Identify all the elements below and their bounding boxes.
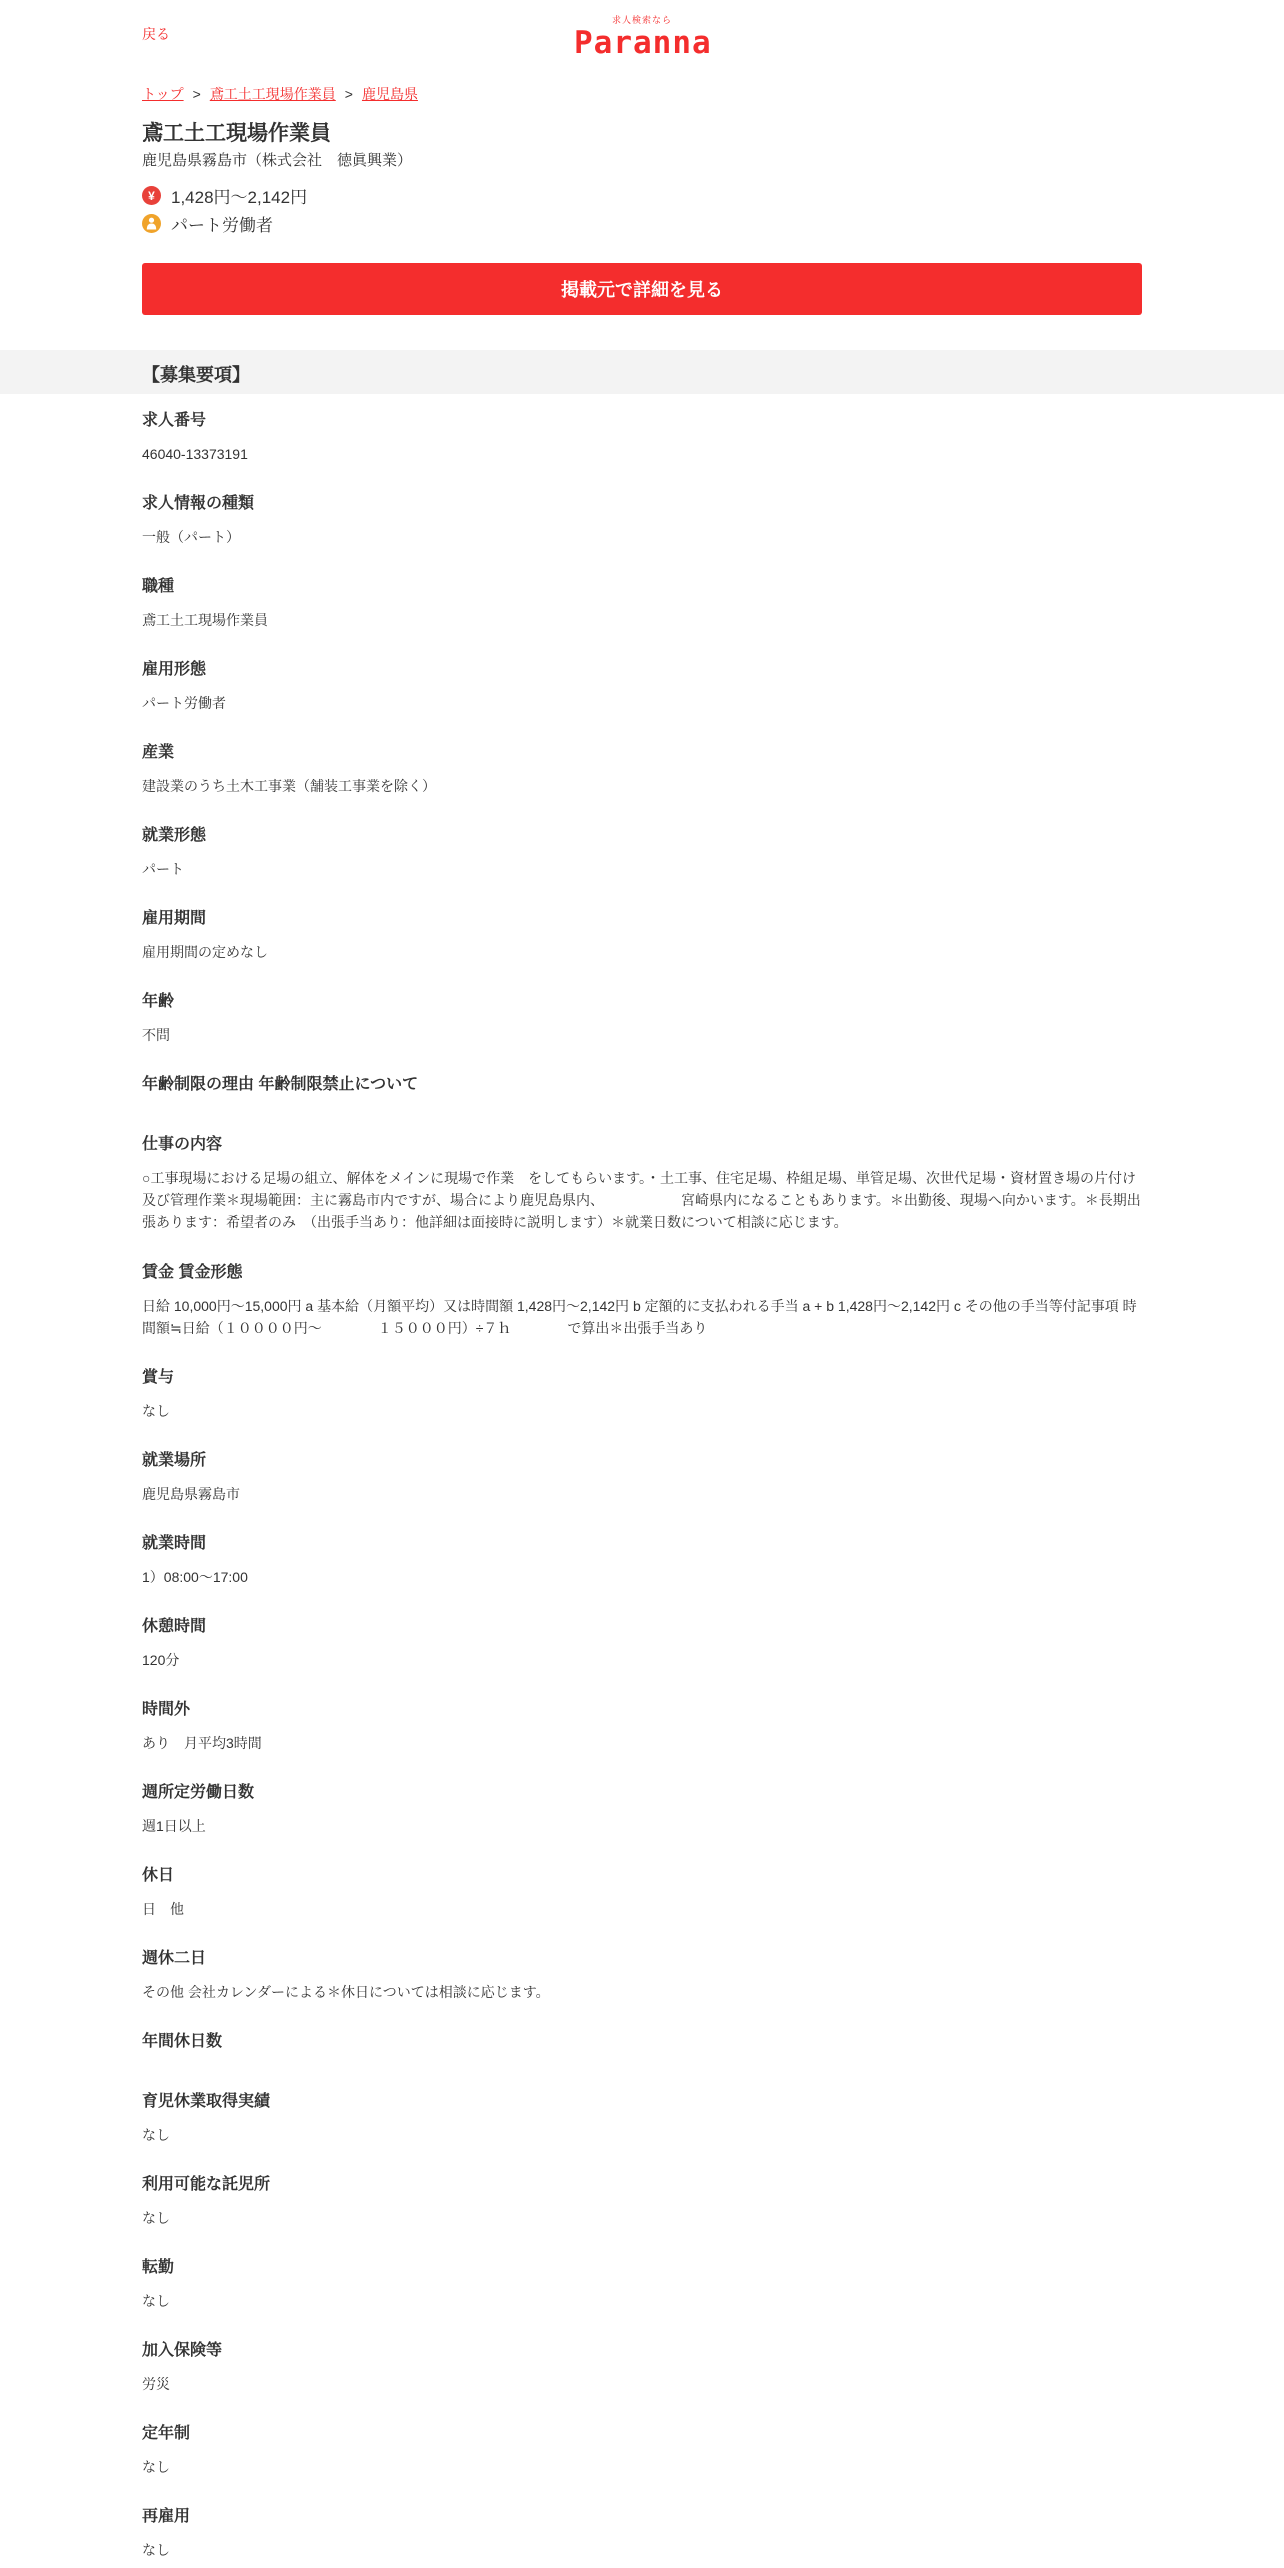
detail-label: 仕事の内容 bbox=[142, 1136, 223, 1153]
detail-value: なし bbox=[142, 2127, 170, 2143]
detail-insurance bbox=[142, 2340, 1142, 2395]
detail-value: 46040-13373191 bbox=[142, 446, 248, 462]
logo-wordmark: Paranna bbox=[574, 25, 712, 61]
paranna-logo[interactable] bbox=[574, 14, 710, 60]
detail-value: あり 月平均3時間 bbox=[142, 1735, 262, 1751]
detail-value: なし bbox=[142, 2459, 170, 2475]
detail-job-description bbox=[142, 1134, 1142, 1233]
detail-label: 週休二日 bbox=[142, 1950, 207, 1967]
detail-value: 建設業のうち土木工事業（舗装工事業を除く） bbox=[142, 778, 436, 794]
detail-break-time bbox=[142, 1616, 1142, 1671]
detail-label: 産業 bbox=[142, 744, 175, 761]
detail-employment-period bbox=[142, 908, 1142, 963]
detail-holidays bbox=[142, 1865, 1142, 1920]
detail-value: その他 会社カレンダーによる＊休日については相談に応じます。 bbox=[142, 1984, 550, 2000]
detail-info-type bbox=[142, 493, 1142, 548]
detail-label: 賞与 bbox=[142, 1369, 175, 1386]
detail-label: 雇用形態 bbox=[142, 661, 207, 678]
detail-job-number bbox=[142, 410, 1142, 465]
detail-label: 年齢 bbox=[142, 993, 175, 1010]
detail-label: 転勤 bbox=[142, 2259, 175, 2276]
section-title: 【募集要項】 bbox=[142, 365, 250, 385]
detail-value: 週1日以上 bbox=[142, 1818, 206, 1834]
detail-label: 週所定労働日数 bbox=[142, 1784, 255, 1801]
detail-value: ○工事現場における足場の組立、解体をメインに現場で作業 をしてもらいます。・土工事、住宅足場、枠組足場、単管足場、次世代足場・資材置き場の片付け及び管理作業＊現場範囲：主に霧島市内ですが、場合により鹿児島県内、 宮崎県内になることもあります。＊出勤後、現場へ向かいます。＊長期出張あります：希望者のみ （出張手当あり：他詳細は面接時に説明します）＊就業日数について相談に応じます。 bbox=[142, 1170, 1141, 1230]
detail-label: 育児休業取得実績 bbox=[142, 2093, 271, 2110]
breadcrumb-separator: > bbox=[344, 86, 353, 102]
detail-label: 年間休日数 bbox=[142, 2033, 223, 2050]
breadcrumb-item-prefecture[interactable]: 鹿児島県 bbox=[361, 86, 418, 102]
detail-overtime bbox=[142, 1699, 1142, 1754]
detail-value: 労災 bbox=[142, 2376, 170, 2392]
detail-value: なし bbox=[142, 2293, 170, 2309]
detail-label: 利用可能な託児所 bbox=[142, 2176, 271, 2193]
person-icon-glyph bbox=[146, 217, 157, 230]
detail-label: 定年制 bbox=[142, 2425, 191, 2442]
logo-tagline: 求人検索なら bbox=[611, 15, 672, 25]
detail-value: 雇用期間の定めなし bbox=[142, 944, 268, 960]
detail-label: 加入保険等 bbox=[142, 2342, 223, 2359]
employment-type-row bbox=[142, 211, 273, 236]
detail-value: パート bbox=[142, 861, 184, 877]
detail-label: 求人番号 bbox=[142, 412, 207, 429]
detail-value: 120分 bbox=[142, 1652, 180, 1668]
detail-childcare-leave bbox=[142, 2091, 1142, 2146]
detail-wage bbox=[142, 1262, 1142, 1339]
detail-label: 就業形態 bbox=[142, 827, 207, 844]
detail-label: 時間外 bbox=[142, 1701, 191, 1718]
wage-row bbox=[142, 183, 307, 208]
detail-label: 職種 bbox=[142, 578, 175, 595]
detail-value: 日 他 bbox=[142, 1901, 184, 1917]
detail-transfer bbox=[142, 2257, 1142, 2312]
detail-label: 就業時間 bbox=[142, 1535, 207, 1552]
detail-label: 求人情報の種類 bbox=[142, 495, 255, 512]
detail-work-style bbox=[142, 825, 1142, 880]
detail-age-limit-reason bbox=[142, 1074, 1142, 1107]
breadcrumb bbox=[142, 84, 418, 104]
detail-retirement-age bbox=[142, 2423, 1142, 2478]
detail-employment-form bbox=[142, 659, 1142, 714]
detail-bonus bbox=[142, 1367, 1142, 1422]
detail-work-hours bbox=[142, 1533, 1142, 1588]
detail-label: 雇用期間 bbox=[142, 910, 207, 927]
breadcrumb-separator: > bbox=[192, 86, 201, 102]
section-header bbox=[0, 350, 1284, 394]
detail-value: 鳶工土工現場作業員 bbox=[142, 612, 268, 628]
company-location: 鹿児島県霧島市（株式会社 徳眞興業） bbox=[142, 152, 413, 169]
detail-two-days-off bbox=[142, 1948, 1142, 2003]
person-icon bbox=[142, 214, 161, 233]
detail-value: 不問 bbox=[142, 1027, 170, 1043]
detail-daycare bbox=[142, 2174, 1142, 2229]
detail-industry bbox=[142, 742, 1142, 797]
detail-label: 休日 bbox=[142, 1867, 175, 1884]
detail-label: 就業場所 bbox=[142, 1452, 207, 1469]
detail-work-location bbox=[142, 1450, 1142, 1505]
view-source-button[interactable]: 掲載元で詳細を見る bbox=[142, 263, 1142, 315]
detail-label: 休憩時間 bbox=[142, 1618, 207, 1635]
wage-text: 1,428円～2,142円 bbox=[171, 188, 308, 207]
detail-value: 1）08:00～17:00 bbox=[142, 1569, 248, 1585]
detail-value: なし bbox=[142, 1403, 170, 1419]
detail-age bbox=[142, 991, 1142, 1046]
detail-value: なし bbox=[142, 2210, 170, 2226]
detail-label: 年齢制限の理由 年齢制限禁止について bbox=[142, 1076, 419, 1093]
detail-value: 鹿児島県霧島市 bbox=[142, 1486, 240, 1502]
job-title: 鳶工土工現場作業員 bbox=[142, 122, 331, 145]
detail-weekly-days bbox=[142, 1782, 1142, 1837]
yen-icon: ¥ bbox=[142, 186, 161, 205]
detail-occupation bbox=[142, 576, 1142, 631]
detail-label: 再雇用 bbox=[142, 2508, 191, 2525]
detail-value: 日給 10,000円～15,000円 a 基本給（月額平均）又は時間額 1,428円～2,142円 b 定額的に支払われる手当 a + b 1,428円～2,142円 c その他の手当等付記事項 時間額≒日給（１００００円～ １５０００円）÷７ｈ で算出＊出張手当あり bbox=[142, 1298, 1137, 1336]
breadcrumb-item-category[interactable]: 鳶工土工現場作業員 bbox=[209, 86, 336, 102]
detail-reemployment bbox=[142, 2506, 1142, 2561]
detail-label: 賃金 賃金形態 bbox=[142, 1264, 243, 1281]
employment-type-text: パート労働者 bbox=[171, 216, 273, 235]
detail-annual-holidays bbox=[142, 2031, 1142, 2064]
header bbox=[0, 0, 1284, 70]
detail-value: パート労働者 bbox=[142, 695, 226, 711]
back-link[interactable]: 戻る bbox=[142, 26, 170, 42]
detail-value: なし bbox=[142, 2542, 170, 2558]
detail-value: 一般（パート） bbox=[142, 529, 240, 545]
breadcrumb-item-top[interactable]: トップ bbox=[142, 86, 184, 102]
